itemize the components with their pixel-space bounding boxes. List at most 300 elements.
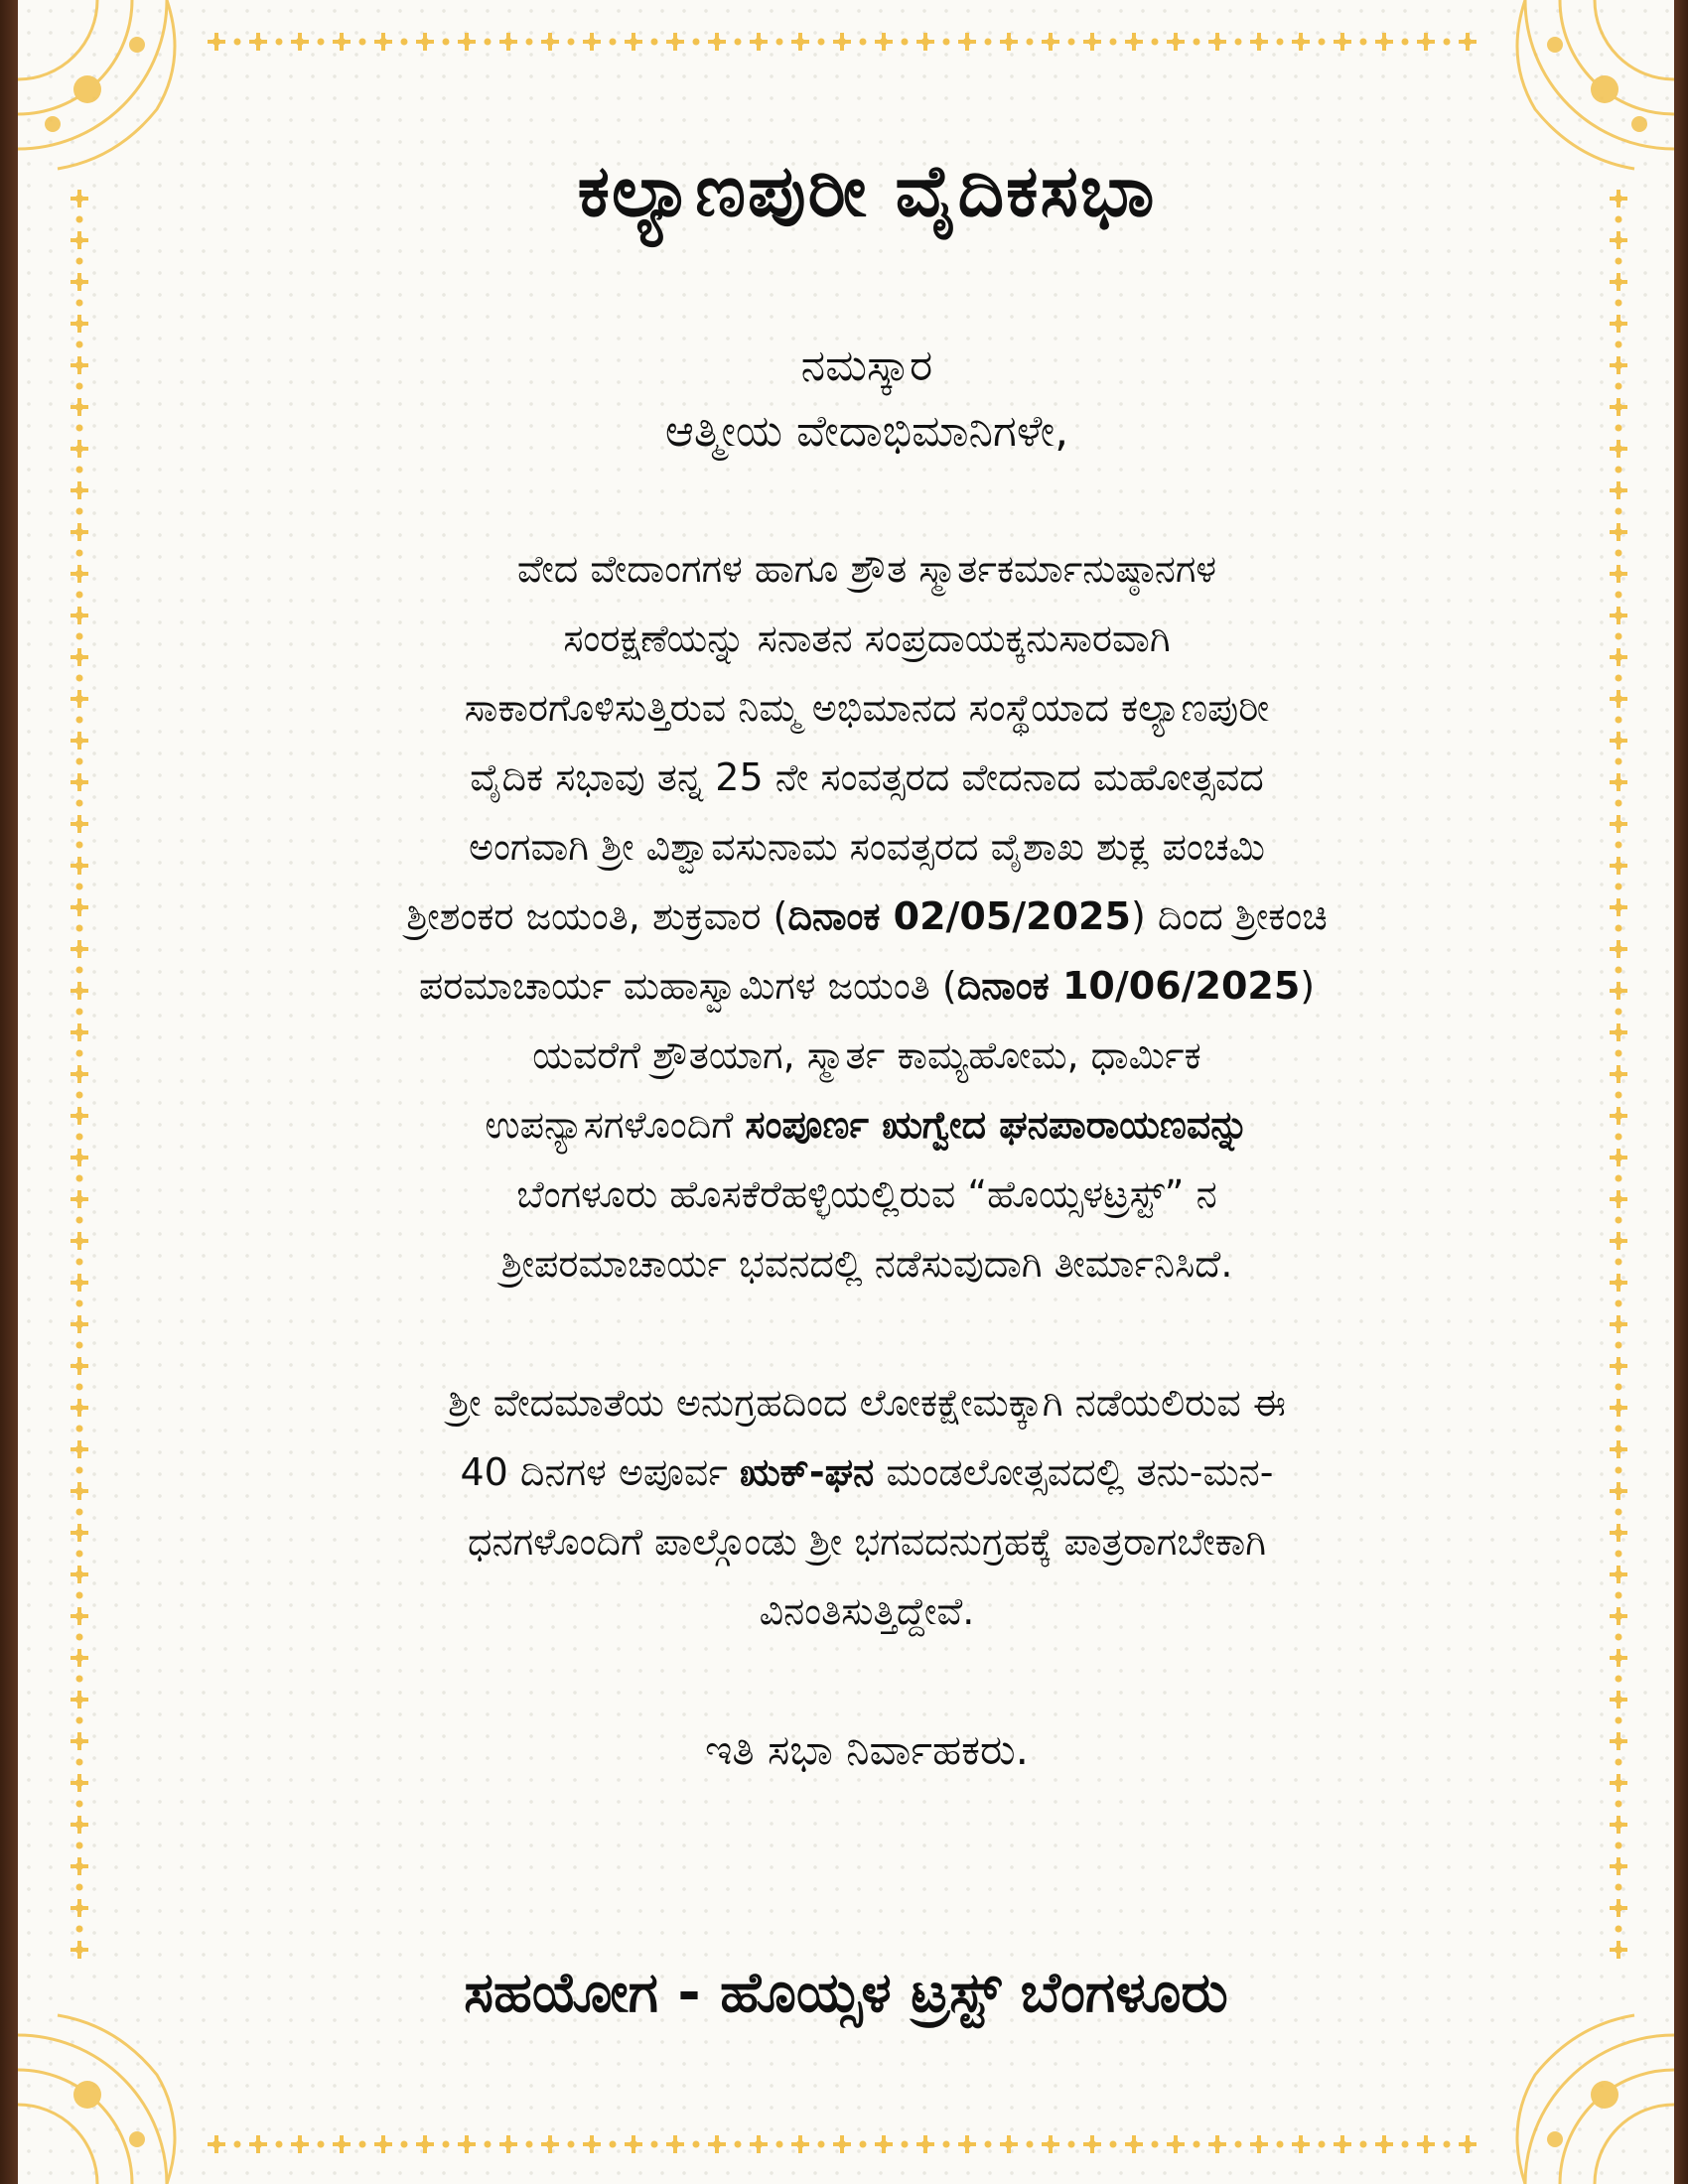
border-dot (76, 508, 83, 515)
border-dot (1277, 39, 1284, 46)
border-star-ornament (958, 2135, 976, 2153)
border-dot (76, 1175, 83, 1182)
border-star-ornament (1167, 2135, 1185, 2153)
border-dot (1110, 39, 1117, 46)
border-dot (276, 39, 283, 46)
border-star-ornament (1610, 1607, 1627, 1625)
border-dot (76, 1759, 83, 1766)
border-star-ornament (750, 2135, 768, 2153)
border-dot (76, 967, 83, 974)
border-dot (526, 2141, 533, 2148)
border-star-ornament (70, 565, 88, 583)
border-dot (902, 2141, 909, 2148)
letter-content (177, 149, 1557, 1775)
border-star-ornament (1417, 33, 1435, 51)
right-frame-edge (1674, 0, 1688, 2184)
border-dot (1194, 39, 1200, 46)
border-dot (693, 39, 700, 46)
border-star-ornament (583, 2135, 601, 2153)
border-dot (76, 300, 83, 307)
border-star-ornament (1000, 33, 1018, 51)
border-star-ornament (1375, 2135, 1393, 2153)
para1-line-1: ವೇದ ವೇದಾಂಗಗಳ ಹಾಗೂ ಶ್ರೌತ ಸ್ಮಾರ್ತಕರ್ಮಾನುಷ್ಠಾನಗಳ (516, 547, 1217, 591)
border-dot (1319, 39, 1326, 46)
border-dot (76, 800, 83, 807)
border-dot (1616, 800, 1622, 807)
border-dot (76, 1801, 83, 1808)
border-star-ornament (1610, 1524, 1627, 1542)
border-star-ornament (1610, 1774, 1627, 1792)
border-star-ornament (70, 940, 88, 958)
border-star-ornament (1292, 33, 1310, 51)
border-star-ornament (708, 2135, 726, 2153)
border-dot (76, 383, 83, 390)
border-dot (1277, 2141, 1284, 2148)
border-star-ornament (70, 982, 88, 1000)
border-dot (1616, 1467, 1622, 1474)
border-dot (526, 39, 533, 46)
border-dot (1360, 39, 1367, 46)
border-dot (1616, 1342, 1622, 1349)
para2-line-4: ವಿನಂತಿಸುತ್ತಿದ್ದೇವೆ. (759, 1589, 975, 1633)
border-star-ornament (70, 1357, 88, 1375)
border-star-ornament (541, 33, 559, 51)
border-star-ornament (1610, 565, 1627, 583)
border-dot (401, 39, 408, 46)
border-dot (943, 2141, 950, 2148)
border-star-ornament (1610, 1732, 1627, 1750)
border-star-ornament (1610, 398, 1627, 416)
border-star-ornament (416, 2135, 434, 2153)
border-star-ornament (1610, 356, 1627, 374)
border-star-ornament (1610, 1440, 1627, 1458)
border-star-ornament (249, 2135, 267, 2153)
border-dot (1616, 1926, 1622, 1933)
border-star-ornament (70, 356, 88, 374)
border-star-ornament (1610, 1065, 1627, 1083)
border-star-ornament (458, 2135, 476, 2153)
border-dot (76, 341, 83, 348)
border-star-ornament (70, 1649, 88, 1667)
border-star-ornament (70, 1274, 88, 1292)
border-dot (1360, 2141, 1367, 2148)
text-fragment: ಪರಮಾಚಾರ್ಯ ಮಹಾಸ್ವಾಮಿಗಳ ಜಯಂತಿ ( (418, 964, 957, 1008)
page-title: ಕಲ್ಯಾಣಪುರೀ ವೈದಿಕಸಭಾ (577, 149, 1157, 232)
border-star-ornament (833, 2135, 851, 2153)
border-star-ornament (791, 2135, 809, 2153)
text-fragment: ಉಪನ್ಯಾಸಗಳೊಂದಿಗೆ (485, 1103, 746, 1147)
para1-line-4: ವೈದಿಕ ಸಭಾವು ತನ್ನ 25 ನೇ ಸಂವತ್ಸರದ ವೇದನಾದ ಮಹೋತ್ಸವದ (470, 755, 1264, 799)
border-star-ornament (70, 1149, 88, 1166)
border-star-ornament (70, 773, 88, 791)
border-dot (610, 2141, 617, 2148)
start-date: ದಿನಾಂಕ 02/05/2025 (787, 894, 1131, 938)
border-star-ornament (70, 1399, 88, 1417)
border-dot (1616, 300, 1622, 307)
border-star-ornament (1208, 2135, 1226, 2153)
invitation-sheet (18, 0, 1674, 2184)
border-dot (76, 675, 83, 682)
border-dot (76, 550, 83, 557)
border-dot (76, 1092, 83, 1099)
border-dot (443, 39, 450, 46)
border-dot (776, 2141, 783, 2148)
text-fragment: ಶ್ರೀಶಂಕರ ಜಯಂತಿ, ಶುಕ್ರವಾರ ( (406, 894, 788, 938)
border-star-ornament (70, 1566, 88, 1583)
border-dot (76, 425, 83, 432)
border-star-ornament (1167, 33, 1185, 51)
border-dot (1616, 925, 1622, 932)
border-dot (76, 1676, 83, 1683)
border-dot (76, 758, 83, 765)
border-dot (943, 39, 950, 46)
border-dot (1616, 1717, 1622, 1724)
top-right-corner-ornament (1517, 0, 1674, 169)
top-left-corner-ornament (18, 0, 175, 169)
border-dot (1616, 1884, 1622, 1891)
border-star-ornament (1610, 1315, 1627, 1333)
border-star-ornament (1610, 315, 1627, 333)
border-star-ornament (1292, 2135, 1310, 2153)
end-date: ದಿನಾಂಕ 10/06/2025 (956, 964, 1301, 1008)
border-star-ornament (1610, 690, 1627, 708)
border-dot (1616, 592, 1622, 599)
border-dot (985, 39, 992, 46)
border-star-ornament (70, 1107, 88, 1125)
border-dot (1616, 383, 1622, 390)
para1-line-6 (177, 882, 1557, 951)
border-dot (76, 1717, 83, 1724)
border-star-ornament (1610, 1482, 1627, 1500)
border-dot (318, 39, 325, 46)
border-star-ornament (791, 33, 809, 51)
border-dot (485, 39, 492, 46)
border-star-ornament (70, 1024, 88, 1041)
border-star-ornament (1610, 1649, 1627, 1667)
border-star-ornament (1610, 1274, 1627, 1292)
border-dot (359, 39, 366, 46)
border-star-ornament (499, 2135, 517, 2153)
border-dot (1110, 2141, 1117, 2148)
border-star-ornament (1459, 2135, 1477, 2153)
border-star-ornament (1610, 1232, 1627, 1250)
border-star-ornament (916, 2135, 934, 2153)
greeting-line-2: ಆತ್ಮೀಯ ವೇದಾಭಿಮಾನಿಗಳೇ, (664, 406, 1069, 457)
para2-line-3: ಧನಗಳೊಂದಿಗೆ ಪಾಲ್ಗೊಂಡು ಶ್ರೀ ಭಗವದನುಗ್ರಹಕ್ಕೆ ಪಾತ್ರರಾಗಬೇಕಾಗಿ (468, 1520, 1266, 1564)
para1-line-3: ಸಾಕಾರಗೊಳಿಸುತ್ತಿರುವ ನಿಮ್ಮ ಅಭಿಮಾನದ ಸಂಸ್ಥೆಯಾದ ಕಲ್ಯಾಣಪುರೀ (464, 686, 1270, 730)
border-dot (1616, 1217, 1622, 1224)
border-star-ornament (70, 273, 88, 291)
border-dot (1027, 39, 1034, 46)
border-star-ornament (70, 1482, 88, 1500)
border-dot (276, 2141, 283, 2148)
border-star-ornament (1610, 898, 1627, 916)
border-star-ornament (70, 1816, 88, 1834)
border-dot (76, 592, 83, 599)
border-star-ornament (1610, 773, 1627, 791)
border-star-ornament (70, 523, 88, 541)
border-star-ornament (70, 607, 88, 624)
border-star-ornament (958, 33, 976, 51)
border-dot (1616, 216, 1622, 223)
greeting (177, 334, 1557, 465)
border-star-ornament (1610, 1816, 1627, 1834)
border-dot (76, 1384, 83, 1391)
event-name: ಸಂಪೂರ್ಣ ಋಗ್ವೇದ ಘನಪಾರಾಯಣವನ್ನು (745, 1103, 1249, 1147)
border-star-ornament (1000, 2135, 1018, 2153)
border-dot (985, 2141, 992, 2148)
border-dot (1616, 467, 1622, 474)
border-dot (359, 2141, 366, 2148)
border-dot (76, 1217, 83, 1224)
border-star-ornament (70, 1190, 88, 1208)
border-star-ornament (70, 1232, 88, 1250)
border-star-ornament (249, 33, 267, 51)
border-dot (76, 467, 83, 474)
border-dot (1402, 2141, 1409, 2148)
border-dot (485, 2141, 492, 2148)
border-star-ornament (1610, 815, 1627, 833)
border-dot (401, 2141, 408, 2148)
border-star-ornament (625, 33, 642, 51)
border-dot (76, 216, 83, 223)
border-dot (1616, 1300, 1622, 1307)
border-dot (76, 717, 83, 724)
border-dot (76, 633, 83, 640)
border-star-ornament (1610, 1691, 1627, 1708)
border-star-ornament (1610, 231, 1627, 249)
border-star-ornament (70, 815, 88, 833)
border-dot (76, 1592, 83, 1599)
border-star-ornament (1334, 33, 1351, 51)
border-dot (1616, 633, 1622, 640)
border-dot (76, 1509, 83, 1516)
border-dot (1616, 341, 1622, 348)
border-star-ornament (1042, 2135, 1059, 2153)
border-dot (1616, 1509, 1622, 1516)
border-dot (1402, 39, 1409, 46)
border-dot (1027, 2141, 1034, 2148)
border-star-ornament (499, 33, 517, 51)
bottom-left-corner-ornament (18, 2015, 175, 2184)
border-star-ornament (666, 2135, 684, 2153)
border-dot (1616, 1259, 1622, 1266)
border-star-ornament (1610, 523, 1627, 541)
border-star-ornament (291, 33, 309, 51)
border-dot (568, 2141, 575, 2148)
border-star-ornament (70, 1440, 88, 1458)
bottom-right-corner-ornament (1517, 2015, 1674, 2184)
closing-line: ಇತಿ ಸಭಾ ನಿರ್ವಾಹಕರು. (705, 1725, 1029, 1774)
border-star-ornament (1250, 2135, 1268, 2153)
border-dot (1616, 967, 1622, 974)
border-dot (1235, 39, 1242, 46)
border-star-ornament (70, 1315, 88, 1333)
border-star-ornament (1610, 1024, 1627, 1041)
border-star-ornament (70, 1899, 88, 1917)
border-dot (234, 39, 241, 46)
border-star-ornament (1125, 2135, 1143, 2153)
border-dot (1616, 1551, 1622, 1558)
greeting-line-1: ನಮಸ್ಕಾರ (800, 341, 933, 391)
border-star-ornament (1610, 648, 1627, 666)
border-star-ornament (70, 1941, 88, 1959)
border-star-ornament (70, 1607, 88, 1625)
border-dot (860, 2141, 867, 2148)
border-star-ornament (333, 2135, 351, 2153)
border-star-ornament (70, 898, 88, 916)
border-dot (76, 1551, 83, 1558)
border-star-ornament (416, 33, 434, 51)
border-star-ornament (70, 648, 88, 666)
border-dot (651, 39, 658, 46)
paragraph-2 (177, 1368, 1557, 1646)
border-star-ornament (1610, 607, 1627, 624)
border-dot (1616, 1759, 1622, 1766)
border-dot (818, 39, 825, 46)
border-dot (234, 2141, 241, 2148)
border-star-ornament (70, 440, 88, 458)
border-dot (76, 1426, 83, 1433)
para1-line-7 (177, 951, 1557, 1021)
border-star-ornament (70, 1691, 88, 1708)
border-dot (568, 39, 575, 46)
border-star-ornament (1042, 33, 1059, 51)
border-dot (76, 1884, 83, 1891)
border-star-ornament (1610, 1190, 1627, 1208)
border-star-ornament (1610, 1899, 1627, 1917)
border-star-ornament (291, 2135, 309, 2153)
border-dot (1616, 1134, 1622, 1141)
border-star-ornament (1250, 33, 1268, 51)
border-dot (76, 1259, 83, 1266)
border-dot (76, 842, 83, 849)
border-star-ornament (70, 1857, 88, 1875)
border-dot (735, 39, 742, 46)
border-dot (1444, 39, 1451, 46)
border-star-ornament (333, 33, 351, 51)
border-star-ornament (1208, 33, 1226, 51)
border-star-ornament (875, 2135, 893, 2153)
border-star-ornament (1610, 1357, 1627, 1375)
border-star-ornament (1610, 732, 1627, 750)
border-star-ornament (70, 1065, 88, 1083)
text-fragment: ಮಂಡಲೋತ್ಸವದಲ್ಲಿ ತನು-ಮನ- (874, 1450, 1274, 1494)
left-frame-edge (0, 0, 18, 2184)
border-dot (1616, 258, 1622, 265)
border-star-ornament (1459, 33, 1477, 51)
border-star-ornament (1610, 481, 1627, 499)
border-dot (1616, 1676, 1622, 1683)
border-dot (693, 2141, 700, 2148)
border-star-ornament (1610, 1399, 1627, 1417)
border-star-ornament (70, 1732, 88, 1750)
border-dot (860, 39, 867, 46)
border-dot (1616, 1634, 1622, 1641)
para1-line-5: ಅಂಗವಾಗಿ ಶ್ರೀ ವಿಶ್ವಾವಸುನಾಮ ಸಂವತ್ಸರದ ವೈಶಾಖ ಶುಕ್ಲ ಪಂಚಮಿ (469, 825, 1265, 869)
border-star-ornament (458, 33, 476, 51)
border-dot (1616, 1592, 1622, 1599)
border-dot (1616, 1801, 1622, 1808)
border-dot (1616, 508, 1622, 515)
border-dot (1068, 39, 1075, 46)
border-star-ornament (1125, 33, 1143, 51)
border-dot (76, 1300, 83, 1307)
border-dot (818, 2141, 825, 2148)
border-dot (1068, 2141, 1075, 2148)
text-fragment: ) ದಿಂದ ಶ್ರೀಕಂಚಿ (1130, 894, 1328, 938)
border-star-ornament (70, 857, 88, 875)
border-dot (1616, 1009, 1622, 1016)
border-dot (76, 1634, 83, 1641)
border-star-ornament (1610, 1566, 1627, 1583)
border-dot (76, 1342, 83, 1349)
para2-line-1: ಶ್ರೀ ವೇದಮಾತೆಯ ಅನುಗ್ರಹದಿಂದ ಲೋಕಕ್ಷೇಮಕ್ಕಾಗಿ ನಡೆಯಲಿರುವ ಈ (448, 1381, 1286, 1425)
border-dot (1616, 717, 1622, 724)
border-star-ornament (1610, 940, 1627, 958)
border-dot (1616, 1050, 1622, 1057)
border-dot (1616, 1384, 1622, 1391)
border-dot (318, 2141, 325, 2148)
border-star-ornament (666, 33, 684, 51)
border-dot (1152, 39, 1159, 46)
border-star-ornament (1610, 440, 1627, 458)
border-star-ornament (1610, 1107, 1627, 1125)
border-star-ornament (1375, 33, 1393, 51)
para1-line-2: ಸಂರಕ್ಷಣೆಯನ್ನು ಸನಾತನ ಸಂಪ್ರದಾಯಕ್ಕನುಸಾರವಾಗಿ (563, 616, 1171, 660)
border-dot (1616, 1426, 1622, 1433)
border-star-ornament (750, 33, 768, 51)
para1-line-11: ಶ್ರೀಪರಮಾಚಾರ್ಯ ಭವನದಲ್ಲಿ ನಡೆಸುವುದಾಗಿ ತೀರ್ಮಾನಿಸಿದೆ. (500, 1242, 1233, 1286)
para2-line-2 (177, 1437, 1557, 1507)
border-dot (1616, 758, 1622, 765)
border-star-ornament (374, 33, 392, 51)
border-dot (76, 1134, 83, 1141)
border-dot (735, 2141, 742, 2148)
border-dot (76, 1843, 83, 1849)
border-dot (76, 1467, 83, 1474)
border-dot (1616, 842, 1622, 849)
border-dot (1616, 425, 1622, 432)
border-star-ornament (916, 33, 934, 51)
border-dot (76, 1050, 83, 1057)
border-star-ornament (1610, 1857, 1627, 1875)
para1-line-9 (177, 1090, 1557, 1160)
border-star-ornament (1083, 2135, 1101, 2153)
border-dot (76, 1009, 83, 1016)
border-dot (1194, 2141, 1200, 2148)
border-star-ornament (1610, 1941, 1627, 1959)
border-star-ornament (70, 398, 88, 416)
border-star-ornament (1610, 190, 1627, 207)
border-dot (76, 925, 83, 932)
border-star-ornament (70, 690, 88, 708)
border-star-ornament (833, 33, 851, 51)
border-dot (1444, 2141, 1451, 2148)
footer-sponsor: ಸಹಯೋಗ - ಹೊಯ್ಸಳ ಟ್ರಸ್ಟ್ ಬೆಂಗಳೂರು (464, 1961, 1228, 2025)
text-fragment: 40 ದಿನಗಳ ಅಪೂರ್ವ (460, 1450, 741, 1494)
border-star-ornament (583, 33, 601, 51)
border-dot (443, 2141, 450, 2148)
border-star-ornament (208, 2135, 225, 2153)
border-star-ornament (1610, 982, 1627, 1000)
border-star-ornament (625, 2135, 642, 2153)
para1-line-8: ಯವರೆಗೆ ಶ್ರೌತಯಾಗ, ಸ್ಮಾರ್ತ ಕಾಮ್ಯಹೋಮ, ಧಾರ್ಮಿಕ (532, 1033, 1201, 1077)
border-star-ornament (708, 33, 726, 51)
border-star-ornament (875, 33, 893, 51)
border-dot (902, 39, 909, 46)
border-star-ornament (1083, 33, 1101, 51)
